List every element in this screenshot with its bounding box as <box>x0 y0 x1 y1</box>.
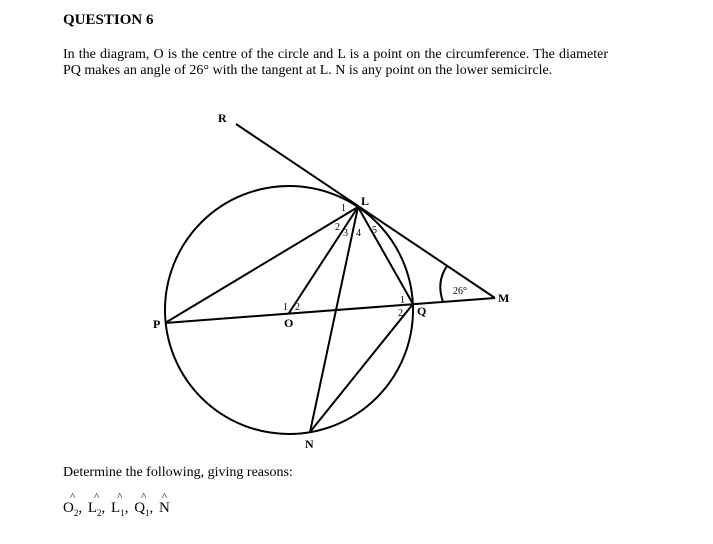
angle-Q1: ^ $Q_1$, <box>134 491 154 518</box>
angle-O2: 2 <box>295 302 300 313</box>
angle-L1: ^ $L_1$, <box>111 491 129 518</box>
diameter-PQ-extended <box>165 298 495 323</box>
circle <box>165 186 413 434</box>
label-L: L <box>361 194 370 208</box>
angle-L1: 1 <box>341 203 346 214</box>
angle-L4: 4 <box>356 228 361 239</box>
label-N: N <box>305 437 314 451</box>
angle-O1: 1 <box>283 302 288 313</box>
question-text: In the diagram, O is the centre of the circle and L is a point on the circumference. The diameter PQ makes an angle of 26° with the tangent at L. N is any point on the lower semicircle. <box>63 47 608 78</box>
chord-LQ <box>358 207 413 304</box>
angle-26-label: 26° <box>453 286 467 297</box>
question-title: QUESTION 6 <box>63 12 154 28</box>
angle-N: ^ N <box>159 491 170 516</box>
angle-L5: 5 <box>372 225 377 236</box>
angle-Q1: 1 <box>400 295 405 306</box>
angle-L3: 3 <box>343 228 348 239</box>
label-M: M <box>498 291 510 305</box>
angle-L2: 2 <box>335 222 340 233</box>
angle-arc-M <box>440 266 447 302</box>
label-Q: Q <box>417 304 427 318</box>
angle-O2: ^ $O_2$, <box>63 491 83 518</box>
chord-LN <box>310 207 358 432</box>
chord-PL <box>165 207 358 323</box>
angle-L2: ^ $L_2$, <box>87 491 106 518</box>
label-R: R <box>218 111 227 125</box>
angles-to-determine <box>63 491 172 518</box>
question-prompt: Determine the following, giving reasons: <box>63 465 293 480</box>
label-P: P <box>153 317 161 331</box>
angle-Q2: 2 <box>398 308 403 319</box>
label-O: O <box>284 316 294 330</box>
tangent-line-RM <box>236 124 495 298</box>
